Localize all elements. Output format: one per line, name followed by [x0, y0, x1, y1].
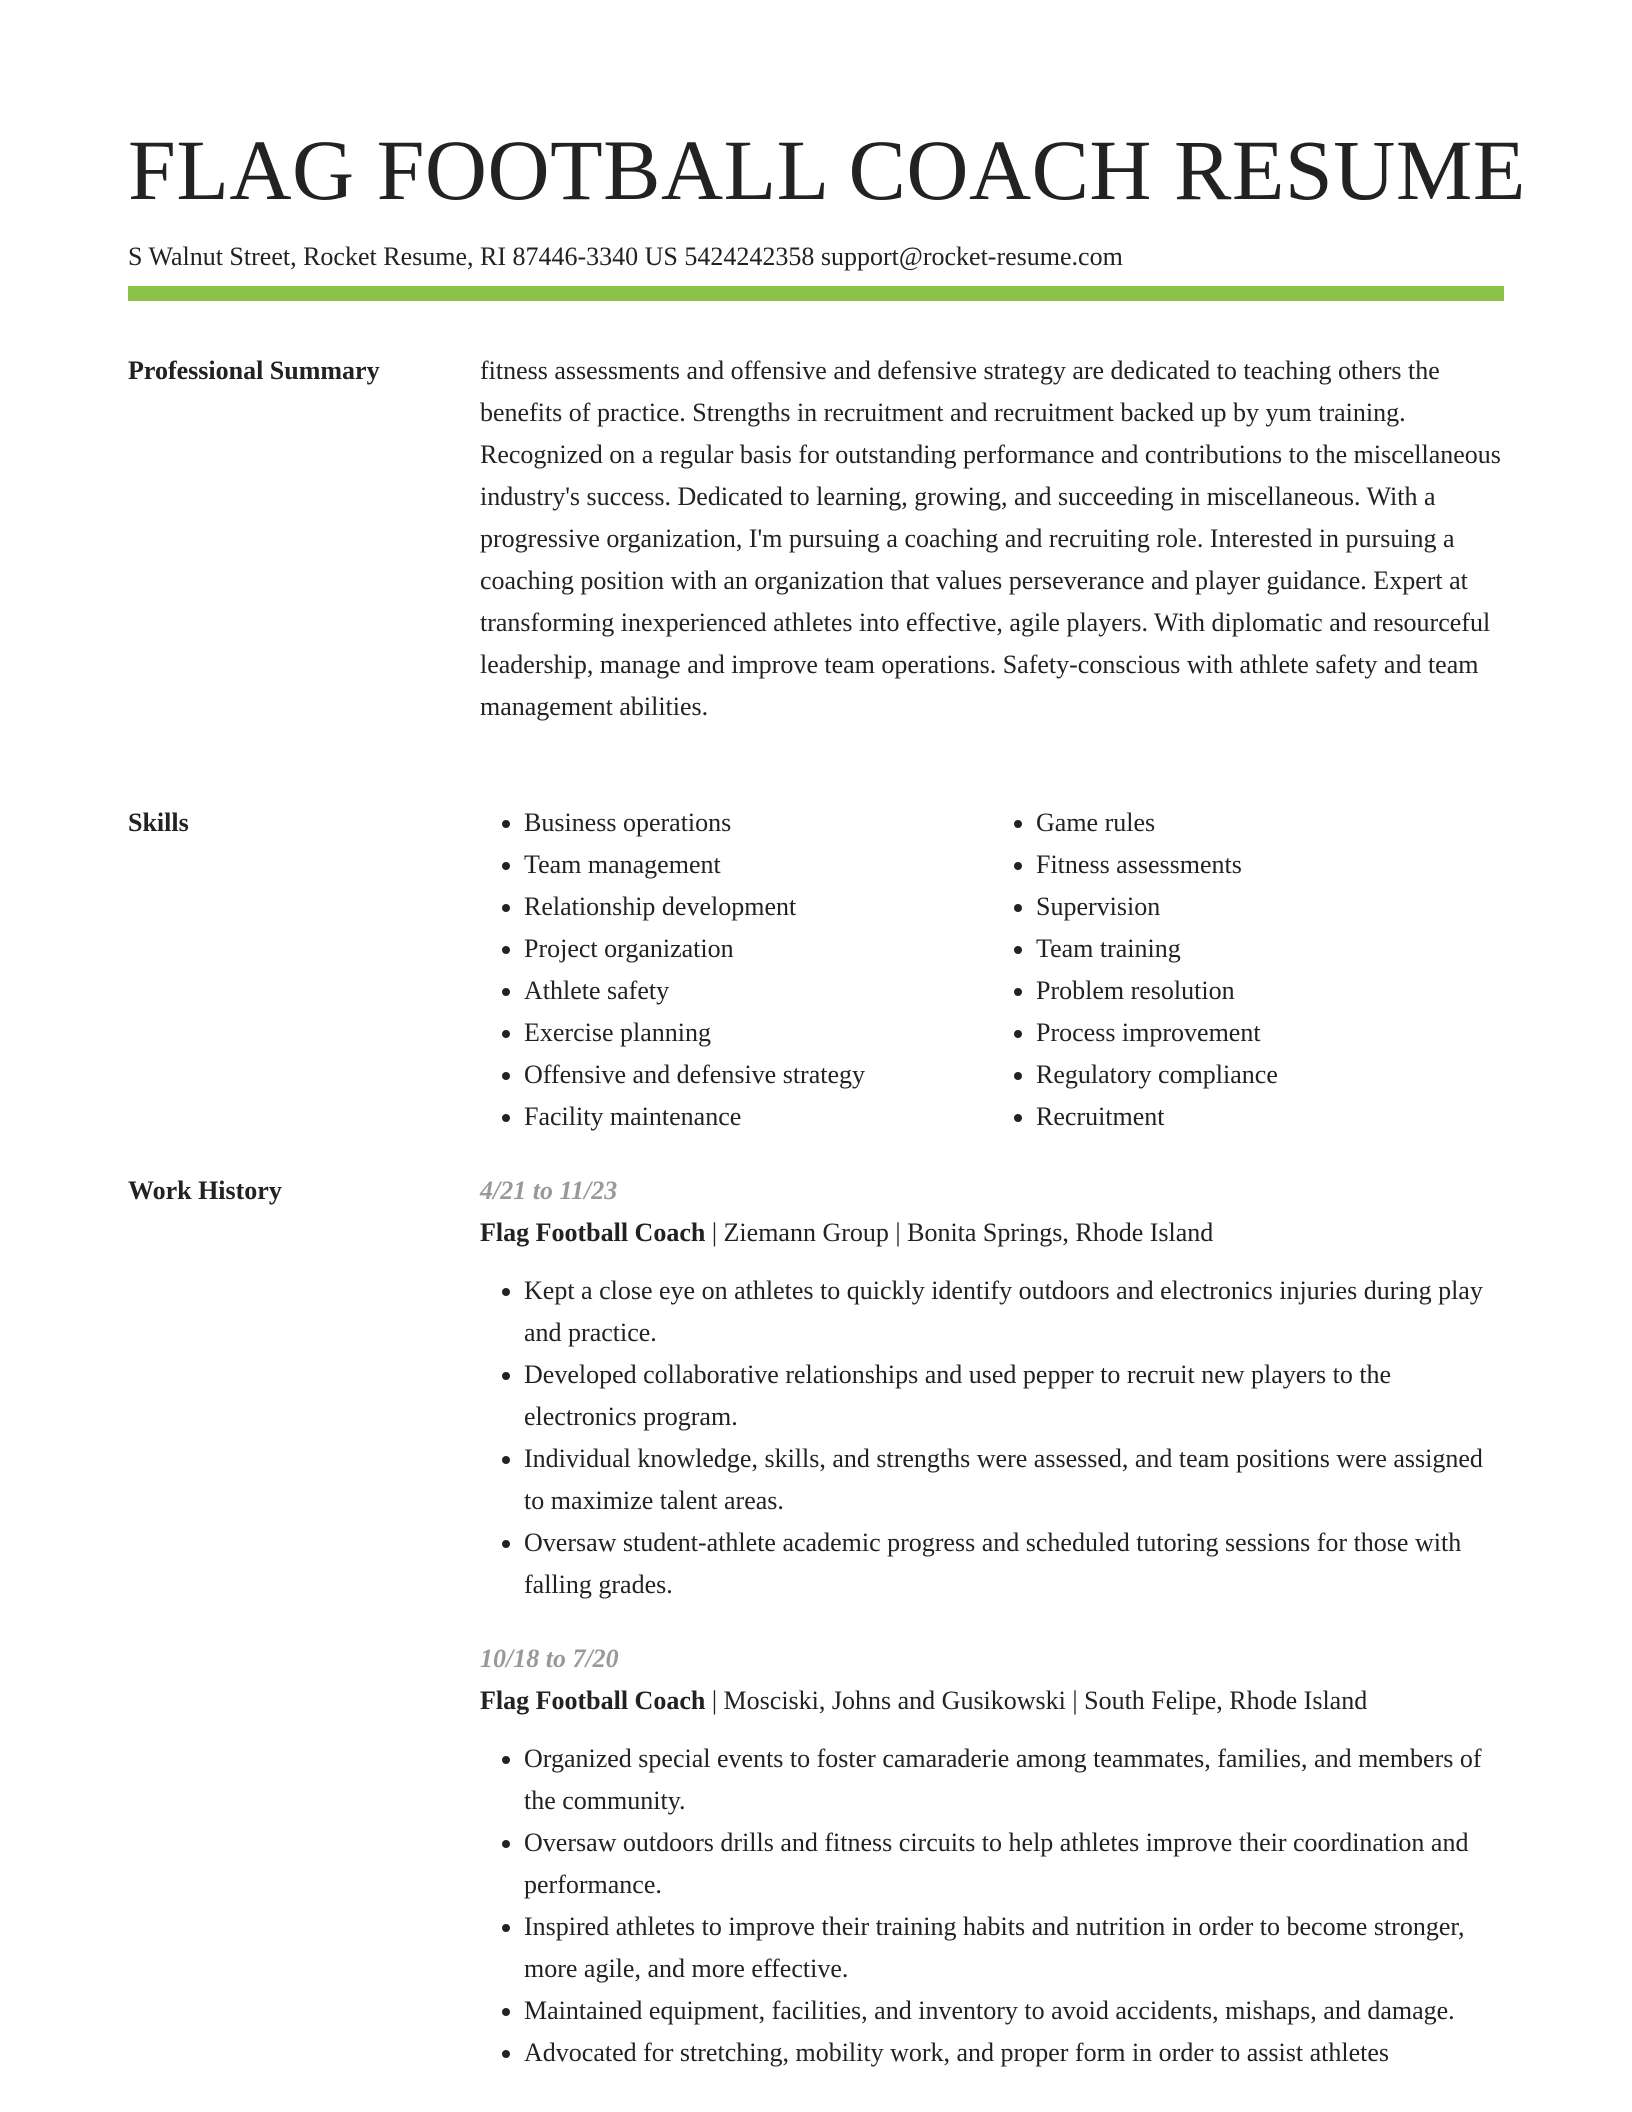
job-title: Flag Football Coach	[480, 1686, 706, 1715]
work-history-heading: Work History	[128, 1176, 282, 1205]
skill-item: • Process improvement	[1036, 1012, 1504, 1054]
job-duty: • Advocated for stretching, mobility work, and proper form in order to assist athletes	[524, 2032, 1504, 2074]
skill-item: • Problem resolution	[1036, 970, 1504, 1012]
skill-item: • Fitness assessments	[1036, 844, 1504, 886]
job-duty: • Organized special events to foster camaraderie among teammates, families, and members of the community.	[524, 1738, 1504, 1822]
summary-text: fitness assessments and offensive and defensive strategy are dedicated to teaching others the benefits of practice. Strengths in recruitment and recruitment backed up by yum training. Recognized on a regular basis for outstanding performance and contributions to the miscellaneous industry's success. Dedicated to learning, growing, and succeeding in miscellaneous. With a progressive organization, I'm pursuing a coaching and recruiting role. Interested in pursuing a coaching position with an organization that values perseverance and player guidance. Expert at transforming inexperienced athletes into effective, agile players. With diplomatic and resourceful leadership, manage and improve team operations. Safety-conscious with athlete safety and team management abilities.	[480, 356, 1501, 721]
job-duty: • Maintained equipment, facilities, and inventory to avoid accidents, mishaps, and damage.	[524, 1990, 1504, 2032]
contact-line: S Walnut Street, Rocket Resume, RI 87446-3340 US 5424242358 support@rocket-resume.com	[128, 242, 1123, 271]
skill-item: • Athlete safety	[524, 970, 992, 1012]
skill-item: • Team management	[524, 844, 992, 886]
job-duty: • Inspired athletes to improve their training habits and nutrition in order to become stronger, more agile, and more effective.	[524, 1906, 1504, 1990]
skill-item: • Exercise planning	[524, 1012, 992, 1054]
header-divider	[128, 286, 1504, 301]
skill-item: • Relationship development	[524, 886, 992, 928]
job-duty: • Oversaw student-athlete academic progress and scheduled tutoring sessions for those with falling grades.	[524, 1522, 1504, 1606]
skill-item: • Offensive and defensive strategy	[524, 1054, 992, 1096]
job-employer-location: | Ziemann Group | Bonita Springs, Rhode Island	[705, 1218, 1214, 1247]
job-duty: • Kept a close eye on athletes to quickly identify outdoors and electronics injuries during play and practice.	[524, 1270, 1504, 1354]
skills-list-right	[992, 802, 1504, 1138]
job-dates: 4/21 to 11/23	[480, 1176, 618, 1205]
job-entry	[480, 1638, 1504, 2074]
job-duty: • Individual knowledge, skills, and strengths were assessed, and team positions were assigned to maximize talent areas.	[524, 1438, 1504, 1522]
summary-heading: Professional Summary	[128, 356, 380, 385]
skill-item: • Game rules	[1036, 802, 1504, 844]
skills-columns	[480, 802, 1504, 1138]
resume-header	[128, 118, 1526, 274]
job-duty: • Developed collaborative relationships and used pepper to recruit new players to the electronics program.	[524, 1354, 1504, 1438]
job-title: Flag Football Coach	[480, 1218, 706, 1247]
resume-title: FLAG FOOTBALL COACH RESUME	[128, 122, 1526, 218]
job-duties	[480, 1270, 1504, 1606]
job-entry	[480, 1170, 1504, 1606]
work-history-body	[480, 1170, 1504, 2074]
skill-item: • Supervision	[1036, 886, 1504, 928]
job-employer-location: | Mosciski, Johns and Gusikowski | South Felipe, Rhode Island	[705, 1686, 1368, 1715]
skills-heading: Skills	[128, 808, 189, 837]
summary-body	[480, 350, 1504, 728]
job-dates: 10/18 to 7/20	[480, 1644, 619, 1673]
skill-item: • Team training	[1036, 928, 1504, 970]
job-header	[480, 1680, 1504, 1722]
skills-list-left	[480, 802, 992, 1138]
skill-item: • Project organization	[524, 928, 992, 970]
skill-item: • Facility maintenance	[524, 1096, 992, 1138]
job-header	[480, 1212, 1504, 1254]
job-duty: • Oversaw outdoors drills and fitness circuits to help athletes improve their coordination and performance.	[524, 1822, 1504, 1906]
skill-item: • Regulatory compliance	[1036, 1054, 1504, 1096]
skills-body	[480, 802, 1504, 1138]
job-duties	[480, 1738, 1504, 2074]
skill-item: • Business operations	[524, 802, 992, 844]
skill-item: • Recruitment	[1036, 1096, 1504, 1138]
